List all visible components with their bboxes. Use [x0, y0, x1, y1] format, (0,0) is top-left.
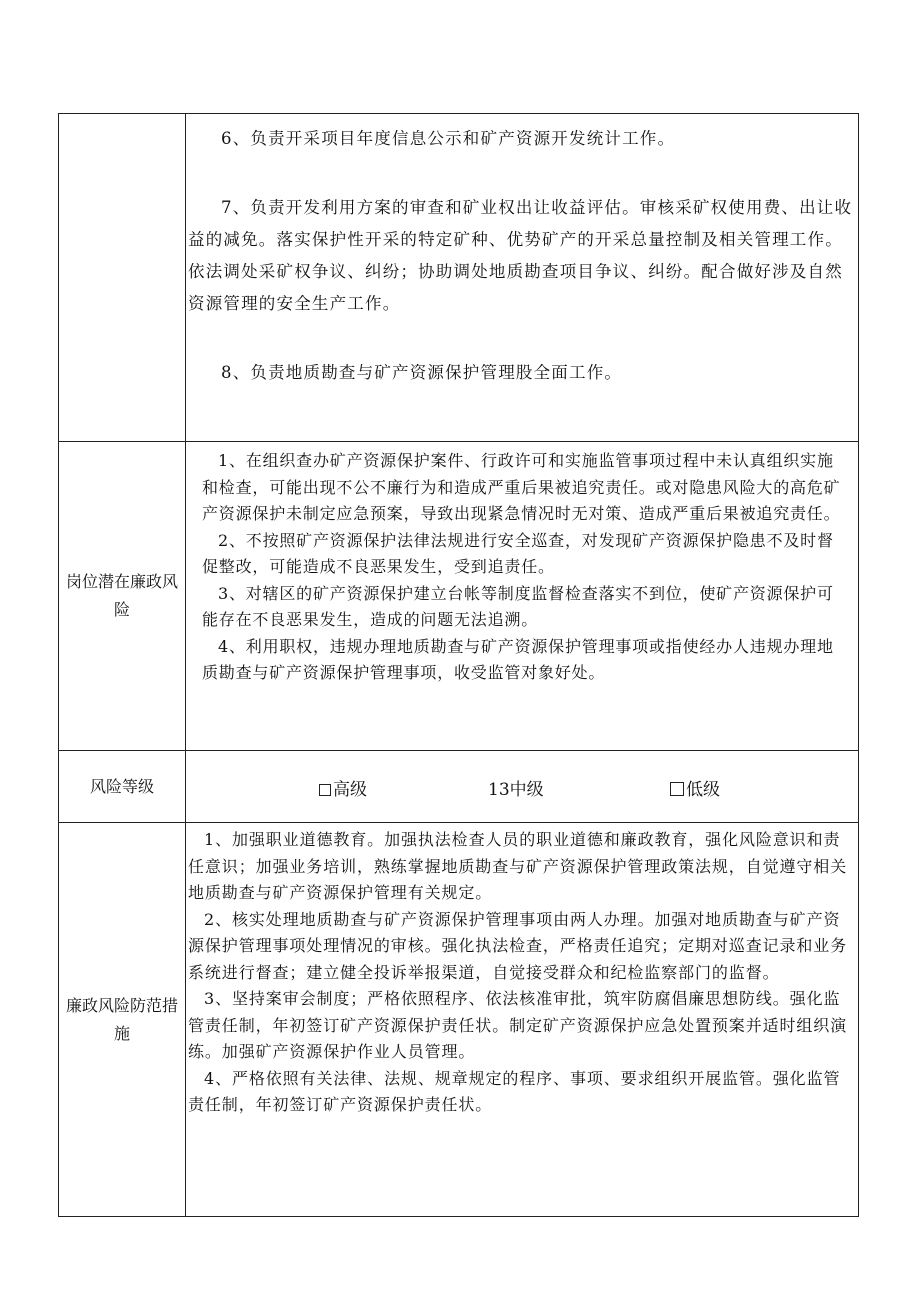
risk-level-mid-text: 13中级: [488, 780, 544, 800]
risk-level-label: 风险等级: [89, 776, 154, 796]
checkbox-icon[interactable]: [319, 784, 331, 796]
duties-content-cell: [186, 114, 859, 442]
measures-label: 廉政风险防范措施: [65, 995, 178, 1043]
duty-item: 7、负责开发利用方案的审查和矿业权出让收益评估。审核采矿权使用费、出让收益的减免。落实保护性开采的特定矿种、优势矿产的开采总量控制及相关管理工作。依法调处采矿权争议、纠纷；协助调处地质勘查项目争议、纠纷。配合做好涉及自然资源管理的安全生产工作。: [188, 198, 853, 313]
measure-item: 2、核实处理地质勘查与矿产资源保护管理事项由两人办理。加强对地质勘查与矿产资源保护管理事项处理情况的审核。强化执法检查，严格责任追究；定期对巡查记录和业务系统进行督查；建立健全投诉举报渠道，自觉接受群众和纪检监察部门的监督。: [188, 909, 848, 982]
duty-item: 6、负责开采项目年度信息公示和矿产资源开发统计工作。: [221, 129, 676, 148]
measure-item: 1、加强职业道德教育。加强执法检查人员的职业道德和廉政教育，强化风险意识和责任意识；加强业务培训，熟练掌握地质勘查与矿产资源保护管理政策法规，自觉遵守相关地质勘查与矿产资源保护管理有关规定。: [188, 830, 848, 902]
risk-level-label-cell: [59, 751, 186, 823]
risk-item: 3、对辖区的矿产资源保护建立台帐等制度监督检查落实不到位，使矿产资源保护可能存在不良恶果发生，造成的问题无法追溯。: [202, 583, 834, 629]
measures-label-cell: [59, 823, 186, 1217]
risk-item: 4、利用职权，违规办理地质勘查与矿产资源保护管理事项或指使经办人违规办理地质勘查与矿产资源保护管理事项，收受监管对象好处。: [202, 636, 834, 682]
measures-row: [59, 823, 859, 1217]
checkbox-icon[interactable]: [670, 782, 684, 796]
risk-level-options-cell: [186, 751, 859, 823]
risk-level-high-text: 高级: [333, 780, 367, 800]
risk-level-low-option[interactable]: [670, 775, 720, 800]
duties-label-cell: [59, 114, 186, 442]
risk-level-mid-option[interactable]: [488, 775, 544, 800]
duties-row: [59, 114, 859, 442]
risk-row: [59, 442, 859, 751]
risk-level-high-option[interactable]: [319, 775, 367, 800]
risk-level-row: [59, 751, 859, 823]
risk-label: 岗位潜在廉政风险: [65, 572, 178, 619]
measure-item: 3、坚持案审会制度；严格依照程序、依法核准审批，筑牢防腐倡廉思想防线。强化监管责任制，年初签订矿产资源保护责任状。制定矿产资源保护应急处置预案并适时组织演练。加强矿产资源保护作业人员管理。: [188, 989, 848, 1061]
risk-level-low-text: 低级: [686, 780, 720, 800]
duty-item: 8、负责地质勘查与矿产资源保护管理股全面工作。: [221, 363, 623, 382]
risk-label-cell: [59, 442, 186, 751]
measure-item: 4、严格依照有关法律、法规、规章规定的程序、事项、要求组织开展监管。强化监管责任制，年初签订矿产资源保护责任状。: [188, 1068, 841, 1114]
duty-risk-table: [58, 113, 859, 1217]
measures-content-cell: [186, 823, 859, 1217]
risk-content-cell: [186, 442, 859, 751]
risk-item: 1、在组织查办矿产资源保护案件、行政许可和实施监管事项过程中未认真组织实施和检查，可能出现不公不廉行为和造成严重后果被追究责任。或对隐患风险大的高危矿产资源保护未制定应急预案，导致出现紧急情况时无对策、造成严重后果被追究责任。: [202, 451, 841, 523]
risk-item: 2、不按照矿产资源保护法律法规进行安全巡查，对发现矿产资源保护隐患不及时督促整改，可能造成不良恶果发生，受到追责任。: [202, 530, 834, 576]
